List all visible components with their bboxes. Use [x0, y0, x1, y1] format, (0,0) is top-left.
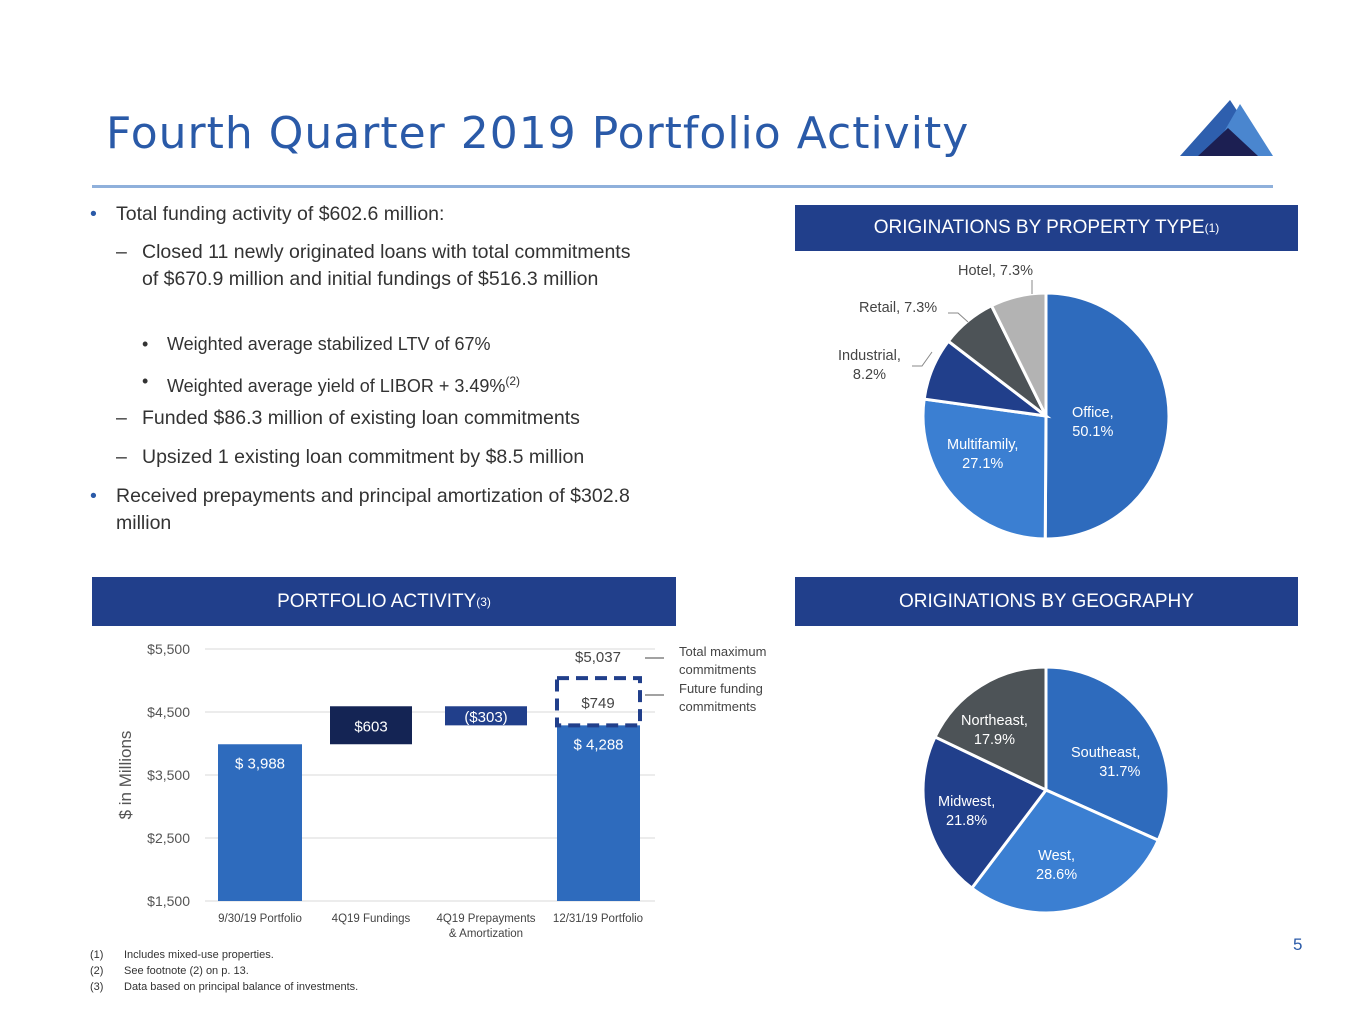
- bullet-text: Total funding activity of $602.6 million:: [116, 203, 445, 225]
- label-northeast: Northeast, 17.9%: [961, 713, 1028, 748]
- annotation: commitments: [679, 662, 757, 677]
- header-text: ORIGINATIONS BY GEOGRAPHY: [899, 590, 1194, 612]
- x-tick-label: & Amortization: [448, 928, 524, 940]
- sub-bullet: •: [142, 371, 149, 391]
- leader-line: [948, 313, 968, 322]
- bar-label: $ 4,288: [573, 736, 624, 754]
- bullet-text: Received prepayments and principal amortization of $302.8 million: [116, 485, 630, 534]
- x-tick-label: 9/30/19 Portfolio: [218, 913, 302, 925]
- total-label: $5,037: [575, 649, 621, 666]
- bullet-1: •: [90, 203, 97, 225]
- bullet-2: •: [90, 485, 97, 507]
- header-text: ORIGINATIONS BY PROPERTY TYPE: [873, 217, 1205, 238]
- bar-label: $603: [354, 718, 388, 736]
- footnote: Includes mixed-use properties.: [124, 949, 274, 961]
- future-funding-label: $749: [581, 694, 615, 712]
- label-office: Office, 50.1%: [1072, 405, 1114, 440]
- label-southeast: Southeast, 31.7%: [1071, 745, 1141, 780]
- footnote-mark: (2): [90, 965, 104, 977]
- bullet-text: Closed 11 newly originated loans with total commitments of $670.9 million and initial fundings of $516.3 million: [142, 241, 631, 290]
- footnote: See footnote (2) on p. 13.: [124, 965, 249, 977]
- header-text: PORTFOLIO ACTIVITY: [277, 590, 477, 612]
- footnote: Data based on principal balance of investments.: [124, 981, 359, 993]
- dash: –: [116, 241, 127, 263]
- text: Weighted average yield of LIBOR + 3.49%: [167, 376, 506, 396]
- leader-line: [912, 352, 932, 366]
- footnote-mark: (1): [90, 949, 104, 961]
- label-hotel: Hotel, 7.3%: [958, 263, 1033, 279]
- page-title: Fourth Quarter 2019 Portfolio Activity: [106, 108, 970, 159]
- label-retail: Retail, 7.3%: [859, 300, 938, 316]
- y-tick-label: $4,500: [147, 704, 190, 720]
- label-midwest: Midwest, 21.8%: [938, 794, 996, 829]
- bar-label: $ 3,988: [234, 755, 286, 773]
- footnote-ref: (2): [505, 374, 521, 388]
- sub-bullet: •: [142, 334, 149, 354]
- annotation: Future funding: [679, 681, 763, 696]
- bullet-text: Upsized 1 existing loan commitment by $8.5 million: [142, 446, 585, 468]
- y-tick-label: $5,500: [147, 641, 190, 657]
- bullet-text: Weighted average stabilized LTV of 67%: [167, 334, 491, 354]
- y-tick-label: $3,500: [147, 767, 190, 783]
- page-number: 5: [1293, 935, 1303, 954]
- annotation: Total maximum: [679, 644, 767, 659]
- x-tick-label: 4Q19 Prepayments: [436, 913, 536, 925]
- annotation: commitments: [679, 699, 757, 714]
- footnote-mark: (3): [90, 981, 104, 993]
- label-west: West, 28.6%: [1036, 848, 1078, 883]
- bullet-text: Funded $86.3 million of existing loan commitments: [142, 407, 580, 429]
- label-industrial: Industrial, 8.2%: [838, 348, 901, 383]
- y-tick-label: $1,500: [147, 893, 190, 909]
- dash: –: [116, 407, 127, 429]
- bar-label: ($303): [464, 708, 508, 726]
- x-tick-label: 12/31/19 Portfolio: [552, 913, 644, 925]
- dash: –: [116, 446, 127, 468]
- footnote-ref: (1): [1204, 221, 1220, 235]
- label-multifamily: Multifamily, 27.1%: [947, 437, 1019, 472]
- x-tick-label: 4Q19 Fundings: [331, 913, 411, 925]
- y-tick-label: $2,500: [147, 830, 190, 846]
- y-axis-label: $ in Millions: [116, 730, 135, 820]
- footnote-ref: (3): [476, 594, 491, 609]
